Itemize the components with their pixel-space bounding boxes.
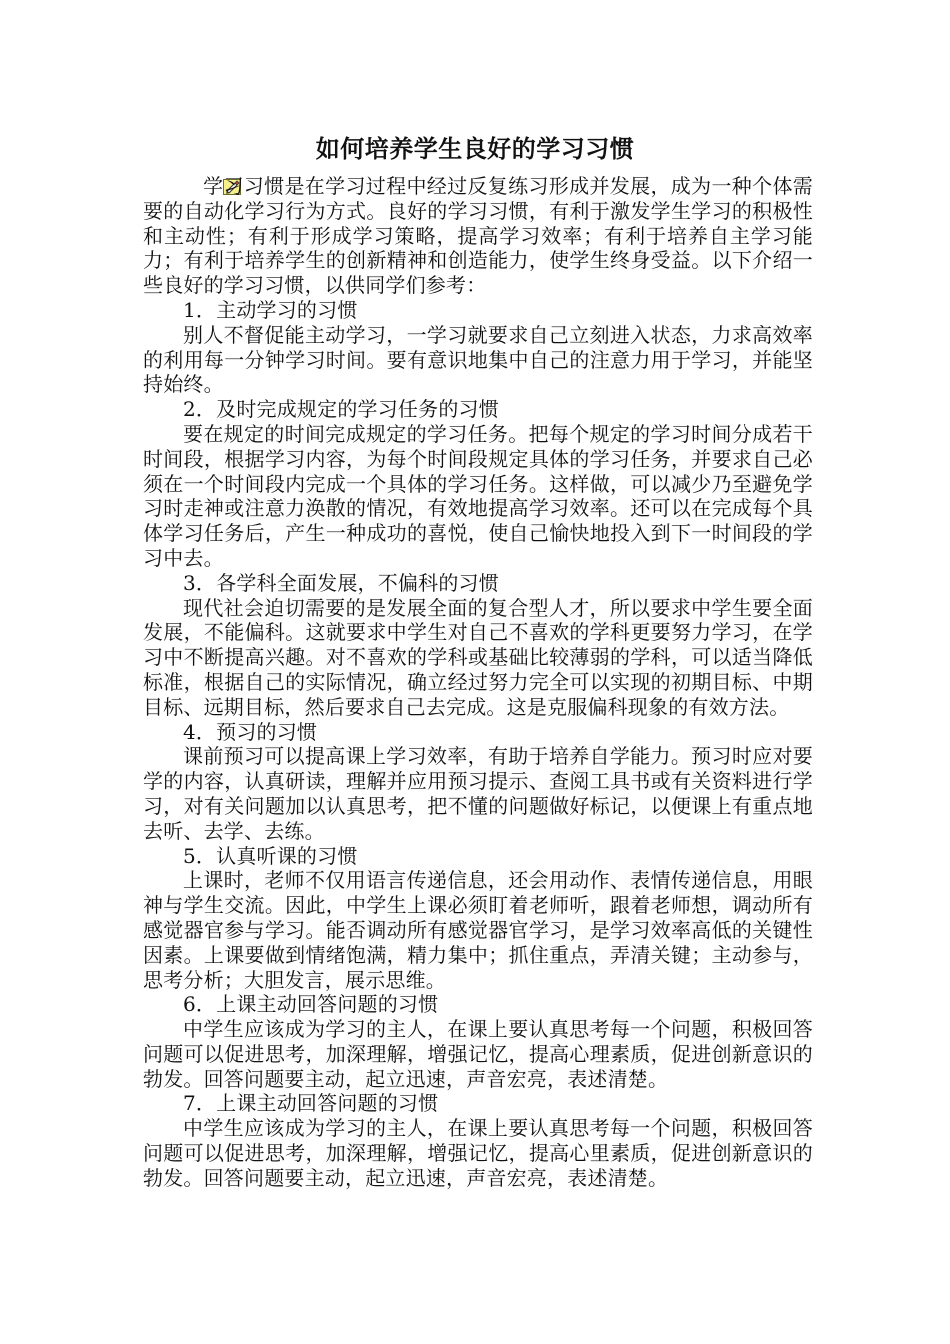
section-text-3: 现代社会迫切需要的是发展全面的复合型人才，所以要求中学生要全面发展，不能偏科。这就要求中学生对自己不喜欢的学科更要努力学习，在学习中不断提高兴趣。对不喜欢的学科或基础比较薄弱的学科，可以适当降低标准，根据自己的实际情况，确立经过努力完全可以实现的初期目标、中期目标、远期目标，然后要求自己去完成。这是克服偏科现象的有效方法。 (143, 595, 813, 719)
section-heading-4: 4．预习的习惯 (183, 719, 318, 744)
section-heading-6: 6．上课主动回答问题的习惯 (183, 992, 439, 1017)
section-text-5: 上课时，老师不仅用语言传递信息，还会用动作、表情传递信息，用眼神与学生交流。因此，中学生上课必须盯着老师听，跟着老师想，调动所有感觉器官参与学习。能否调动所有感觉器官学习，是学习效率高低的关键性因素。上课要做到情绪饱满，精力集中；抓住重点，弄清关键；主动参与，思考分析；大胆发言，展示思维。 (143, 868, 813, 992)
section-heading-7: 7．上课主动回答问题的习惯 (183, 1091, 439, 1116)
section-text-7: 中学生应该成为学习的主人，在课上要认真思考每一个问题，积极回答问题可以促进思考，加深理解，增强记忆，提高心里素质，促进创新意识的勃发。回答问题要主动，起立迅速，声音宏亮，表述清楚。 (143, 1116, 813, 1190)
intro-paragraph (143, 174, 813, 298)
section-heading-2: 2．及时完成规定的学习任务的习惯 (183, 397, 499, 422)
section-heading-5: 5．认真听课的习惯 (183, 843, 358, 868)
note-icon (183, 176, 201, 192)
section-text-6: 中学生应该成为学习的主人，在课上要认真思考每一个问题，积极回答问题可以促进思考，加深理解，增强记忆，提高心理素质，促进创新意识的勃发。回答问题要主动，起立迅速，声音宏亮，表述清楚。 (143, 1017, 813, 1091)
section-text-4: 课前预习可以提高课上学习效率，有助于培养自学能力。预习时应对要学的内容，认真研读，理解并应用预习提示、查阅工具书或有关资料进行学习，对有关问题加以认真思考，把不懂的问题做好标记，以便课上有重点地去听、去学、去练。 (143, 744, 813, 843)
document-body (143, 174, 813, 1191)
intro-text: 学习习惯是在学习过程中经过反复练习形成并发展，成为一种个体需要的自动化学习行为方式。良好的学习习惯，有利于激发学生学习的积极性和主动性；有利于形成学习策略，提高学习效率；有利于培养自主学习能力；有利于培养学生的创新精神和创造能力，使学生终身受益。以下介绍一些良好的学习习惯，以供同学们参考： (143, 174, 813, 298)
section-text-1: 别人不督促能主动学习，一学习就要求自己立刻进入状态，力求高效率的利用每一分钟学习时间。要有意识地集中自己的注意力用于学习，并能坚持始终。 (143, 322, 813, 397)
section-heading-3: 3．各学科全面发展，不偏科的习惯 (183, 570, 499, 595)
section-heading-1: 1．主动学习的习惯 (183, 297, 358, 322)
section-text-2: 要在规定的时间完成规定的学习任务。把每个规定的学习时间分成若干时间段，根据学习内容，为每个时间段规定具体的学习任务，并要求自己必须在一个时间段内完成一个具体的学习任务。这样做，可以减少乃至避免学习时走神或注意力涣散的情况，有效地提高学习效率。还可以在完成每个具体学习任务后，产生一种成功的喜悦，使自己愉快地投入到下一时间段的学习中去。 (143, 421, 813, 570)
document-title: 如何培养学生良好的学习习惯 (315, 134, 635, 163)
